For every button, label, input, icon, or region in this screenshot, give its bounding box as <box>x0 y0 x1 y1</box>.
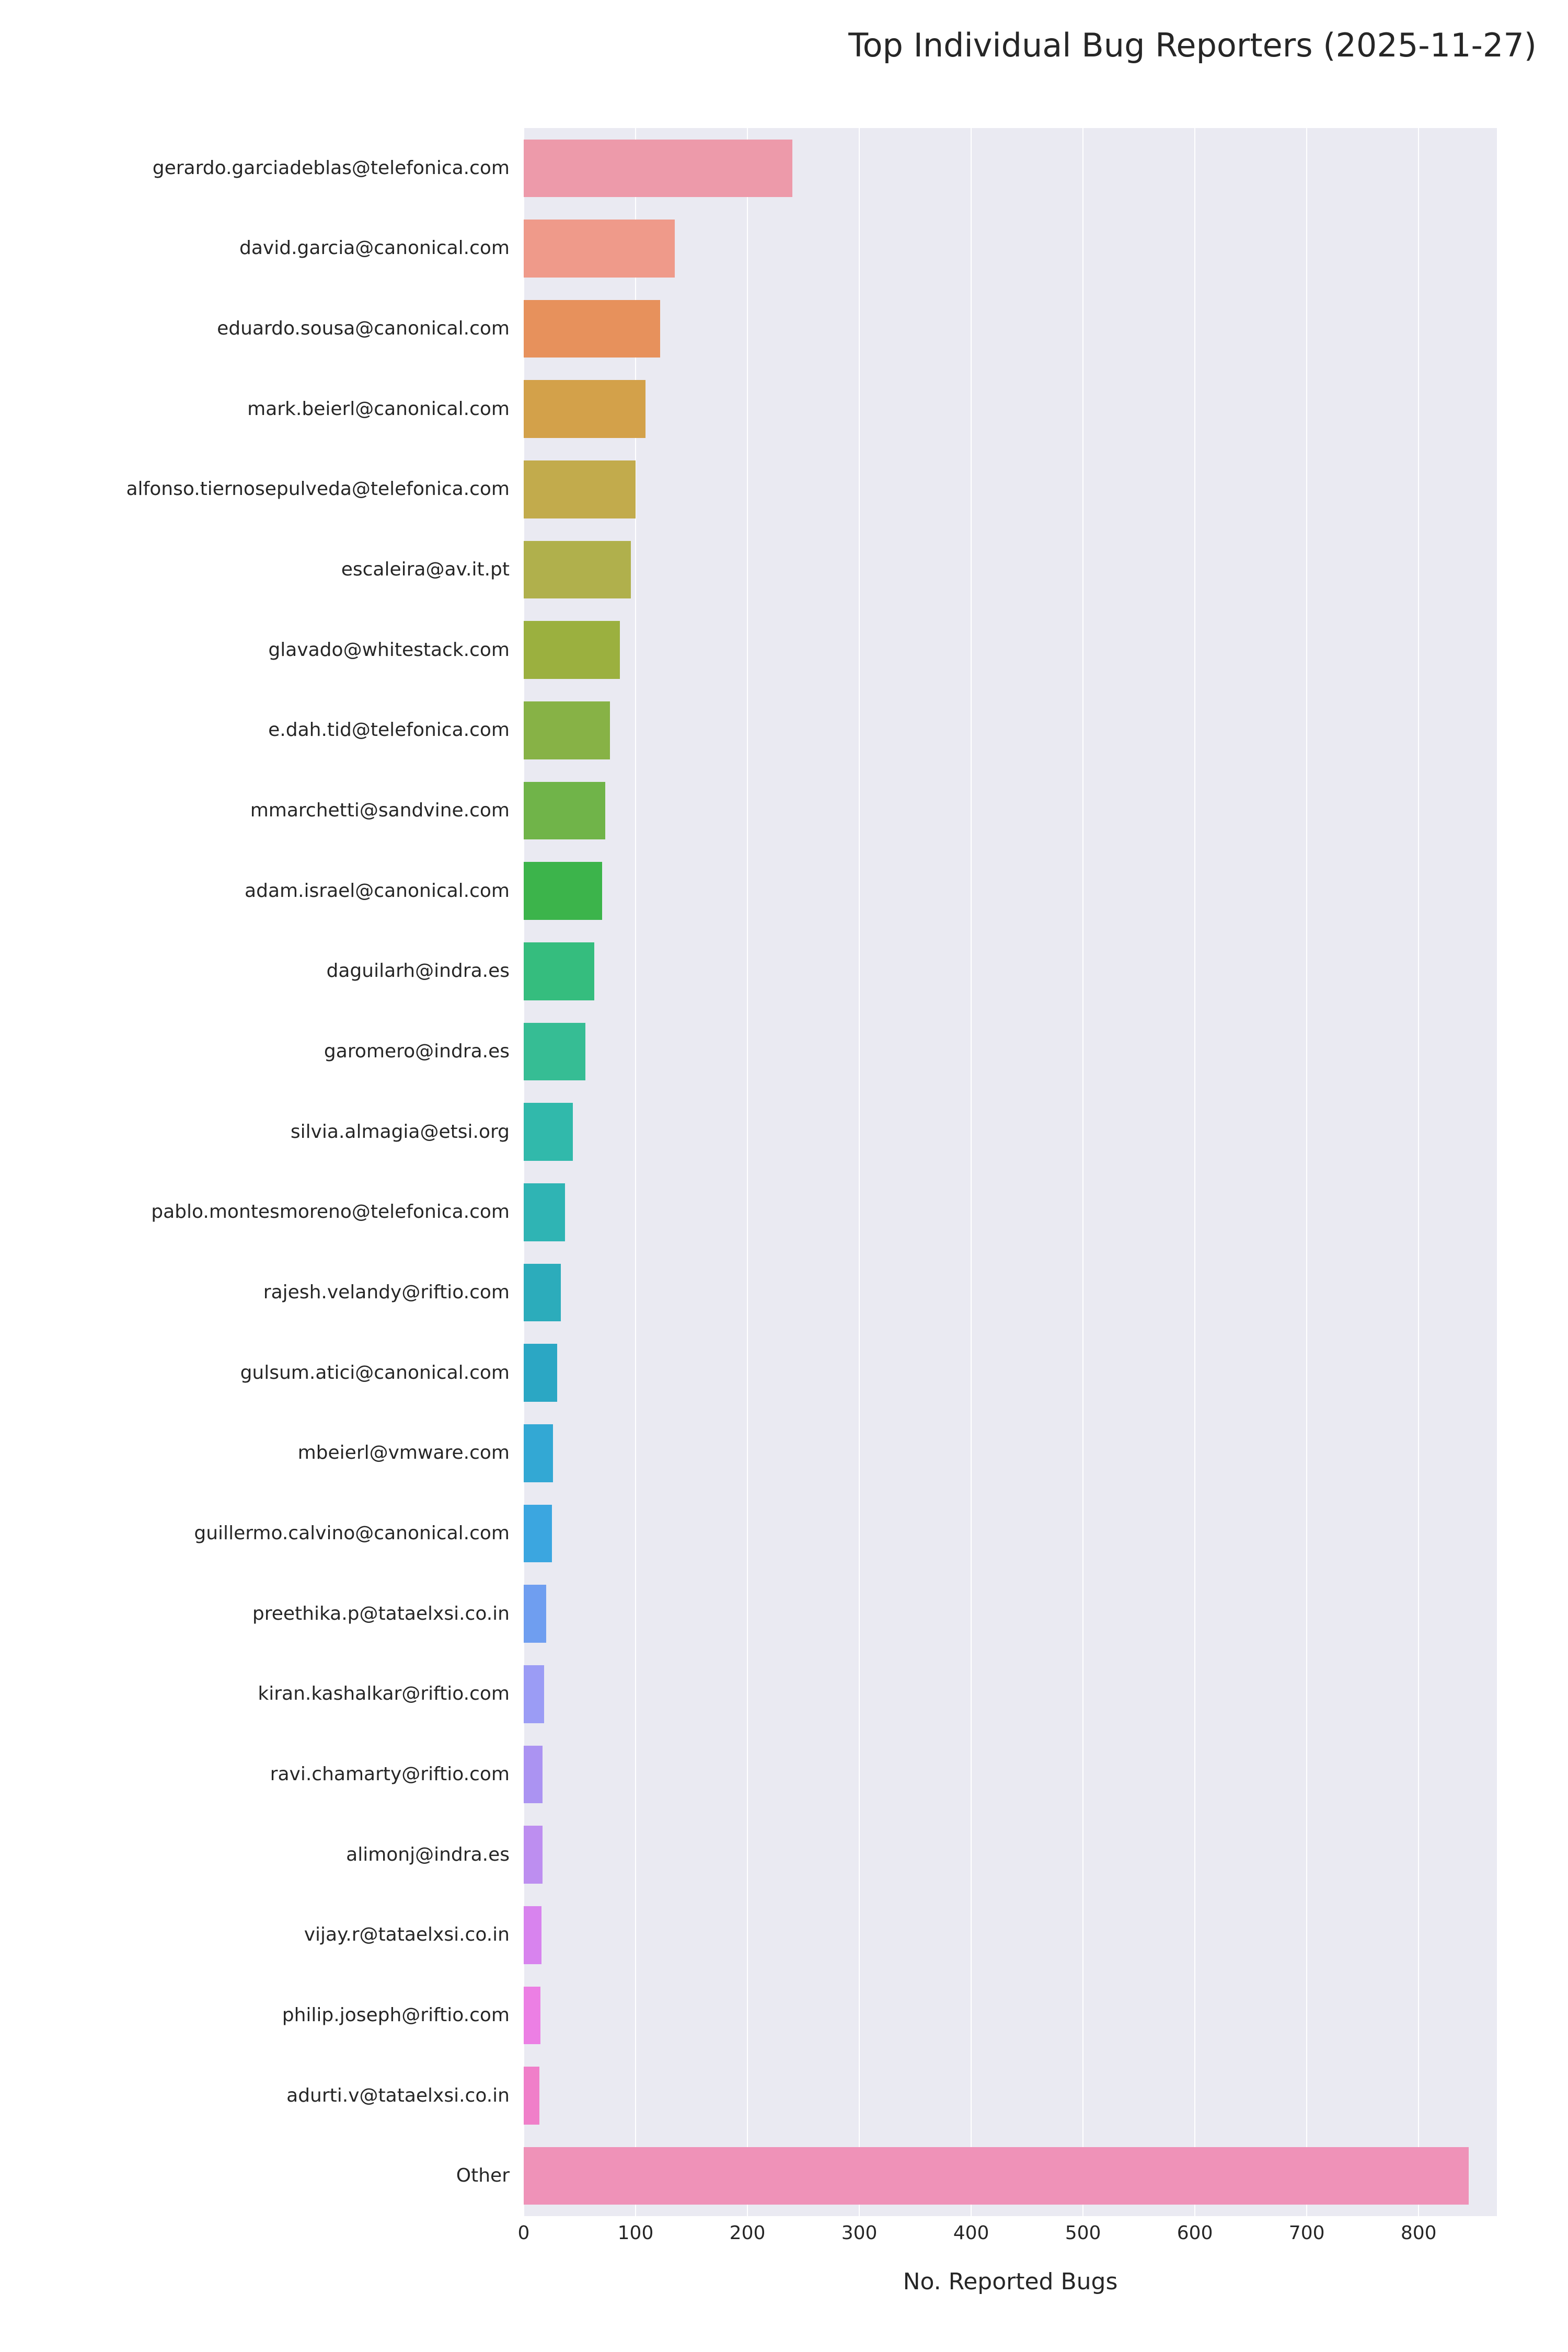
bar <box>524 541 631 599</box>
y-tick-label: Other <box>456 2165 510 2187</box>
y-tick-label: adurti.v@tataelxsi.co.in <box>286 2084 510 2106</box>
y-tick-label: ravi.chamarty@riftio.com <box>270 1763 510 1785</box>
gridline <box>971 128 972 2216</box>
y-tick-label: adam.israel@canonical.com <box>245 880 510 902</box>
bar <box>524 782 605 840</box>
y-tick-label: rajesh.velandy@riftio.com <box>263 1281 510 1303</box>
bar <box>524 1023 585 1081</box>
bar <box>524 1103 573 1161</box>
y-tick-label: gerardo.garciadeblas@telefonica.com <box>152 157 510 179</box>
y-tick-label: escaleira@av.it.pt <box>341 559 510 581</box>
y-tick-label: garomero@indra.es <box>324 1041 510 1063</box>
x-tick-label: 700 <box>1288 2222 1325 2244</box>
x-tick-label: 600 <box>1177 2222 1213 2244</box>
bar <box>524 2067 539 2125</box>
x-tick-label: 800 <box>1400 2222 1437 2244</box>
gridline <box>747 128 748 2216</box>
plot-area <box>524 128 1497 2216</box>
x-tick-label: 0 <box>517 2222 530 2244</box>
bar <box>524 1987 540 2045</box>
bar <box>524 460 636 518</box>
x-tick-label: 300 <box>841 2222 878 2244</box>
bar <box>524 1505 552 1563</box>
y-tick-label: silvia.almagia@etsi.org <box>290 1121 510 1143</box>
y-tick-label: pablo.montesmoreno@telefonica.com <box>151 1201 510 1223</box>
bar <box>524 1344 557 1402</box>
x-tick-label: 400 <box>953 2222 989 2244</box>
x-tick-label: 200 <box>729 2222 766 2244</box>
bar <box>524 621 620 679</box>
x-axis-title: No. Reported Bugs <box>903 2268 1118 2295</box>
bar <box>524 2147 1469 2205</box>
y-tick-label: vijay.r@tataelxsi.co.in <box>304 1924 510 1946</box>
bar <box>524 300 660 358</box>
y-tick-label: glavado@whitestack.com <box>268 639 510 661</box>
gridline <box>1306 128 1307 2216</box>
x-tick-label: 500 <box>1065 2222 1101 2244</box>
x-tick-label: 100 <box>617 2222 654 2244</box>
bar <box>524 942 594 1000</box>
bar <box>524 1665 544 1723</box>
bar <box>524 140 792 198</box>
bar <box>524 1906 541 1964</box>
y-tick-label: alimonj@indra.es <box>346 1843 510 1865</box>
y-tick-label: philip.joseph@riftio.com <box>282 2004 510 2026</box>
bar <box>524 1183 565 1241</box>
gridline <box>1194 128 1195 2216</box>
y-tick-label: preethika.p@tataelxsi.co.in <box>252 1602 510 1624</box>
gridline <box>1418 128 1419 2216</box>
x-axis-tick-labels <box>517 2222 1497 2254</box>
y-tick-label: mmarchetti@sandvine.com <box>250 800 510 822</box>
gridline <box>859 128 860 2216</box>
y-tick-label: mbeierl@vmware.com <box>297 1442 510 1464</box>
bar <box>524 380 645 438</box>
y-tick-label: kiran.kashalkar@riftio.com <box>258 1683 510 1705</box>
y-tick-label: eduardo.sousa@canonical.com <box>217 318 510 340</box>
y-tick-label: alfonso.tiernosepulveda@telefonica.com <box>126 478 510 500</box>
bar <box>524 220 675 278</box>
y-tick-label: gulsum.atici@canonical.com <box>240 1362 510 1383</box>
page-title: Top Individual Bug Reporters (2025-11-27) <box>848 26 1537 64</box>
gridline <box>635 128 636 2216</box>
gridline <box>1082 128 1083 2216</box>
y-tick-label: david.garcia@canonical.com <box>239 237 510 259</box>
y-axis-labels <box>0 128 510 2216</box>
y-tick-label: e.dah.tid@telefonica.com <box>268 719 510 741</box>
bar <box>524 1264 561 1322</box>
bar <box>524 1826 543 1884</box>
y-tick-label: mark.beierl@canonical.com <box>247 398 510 420</box>
bar <box>524 701 610 759</box>
y-tick-label: guillermo.calvino@canonical.com <box>194 1522 510 1544</box>
bar <box>524 862 602 920</box>
bar <box>524 1585 546 1643</box>
bar <box>524 1746 543 1804</box>
bar <box>524 1424 553 1482</box>
y-tick-label: daguilarh@indra.es <box>326 960 510 982</box>
